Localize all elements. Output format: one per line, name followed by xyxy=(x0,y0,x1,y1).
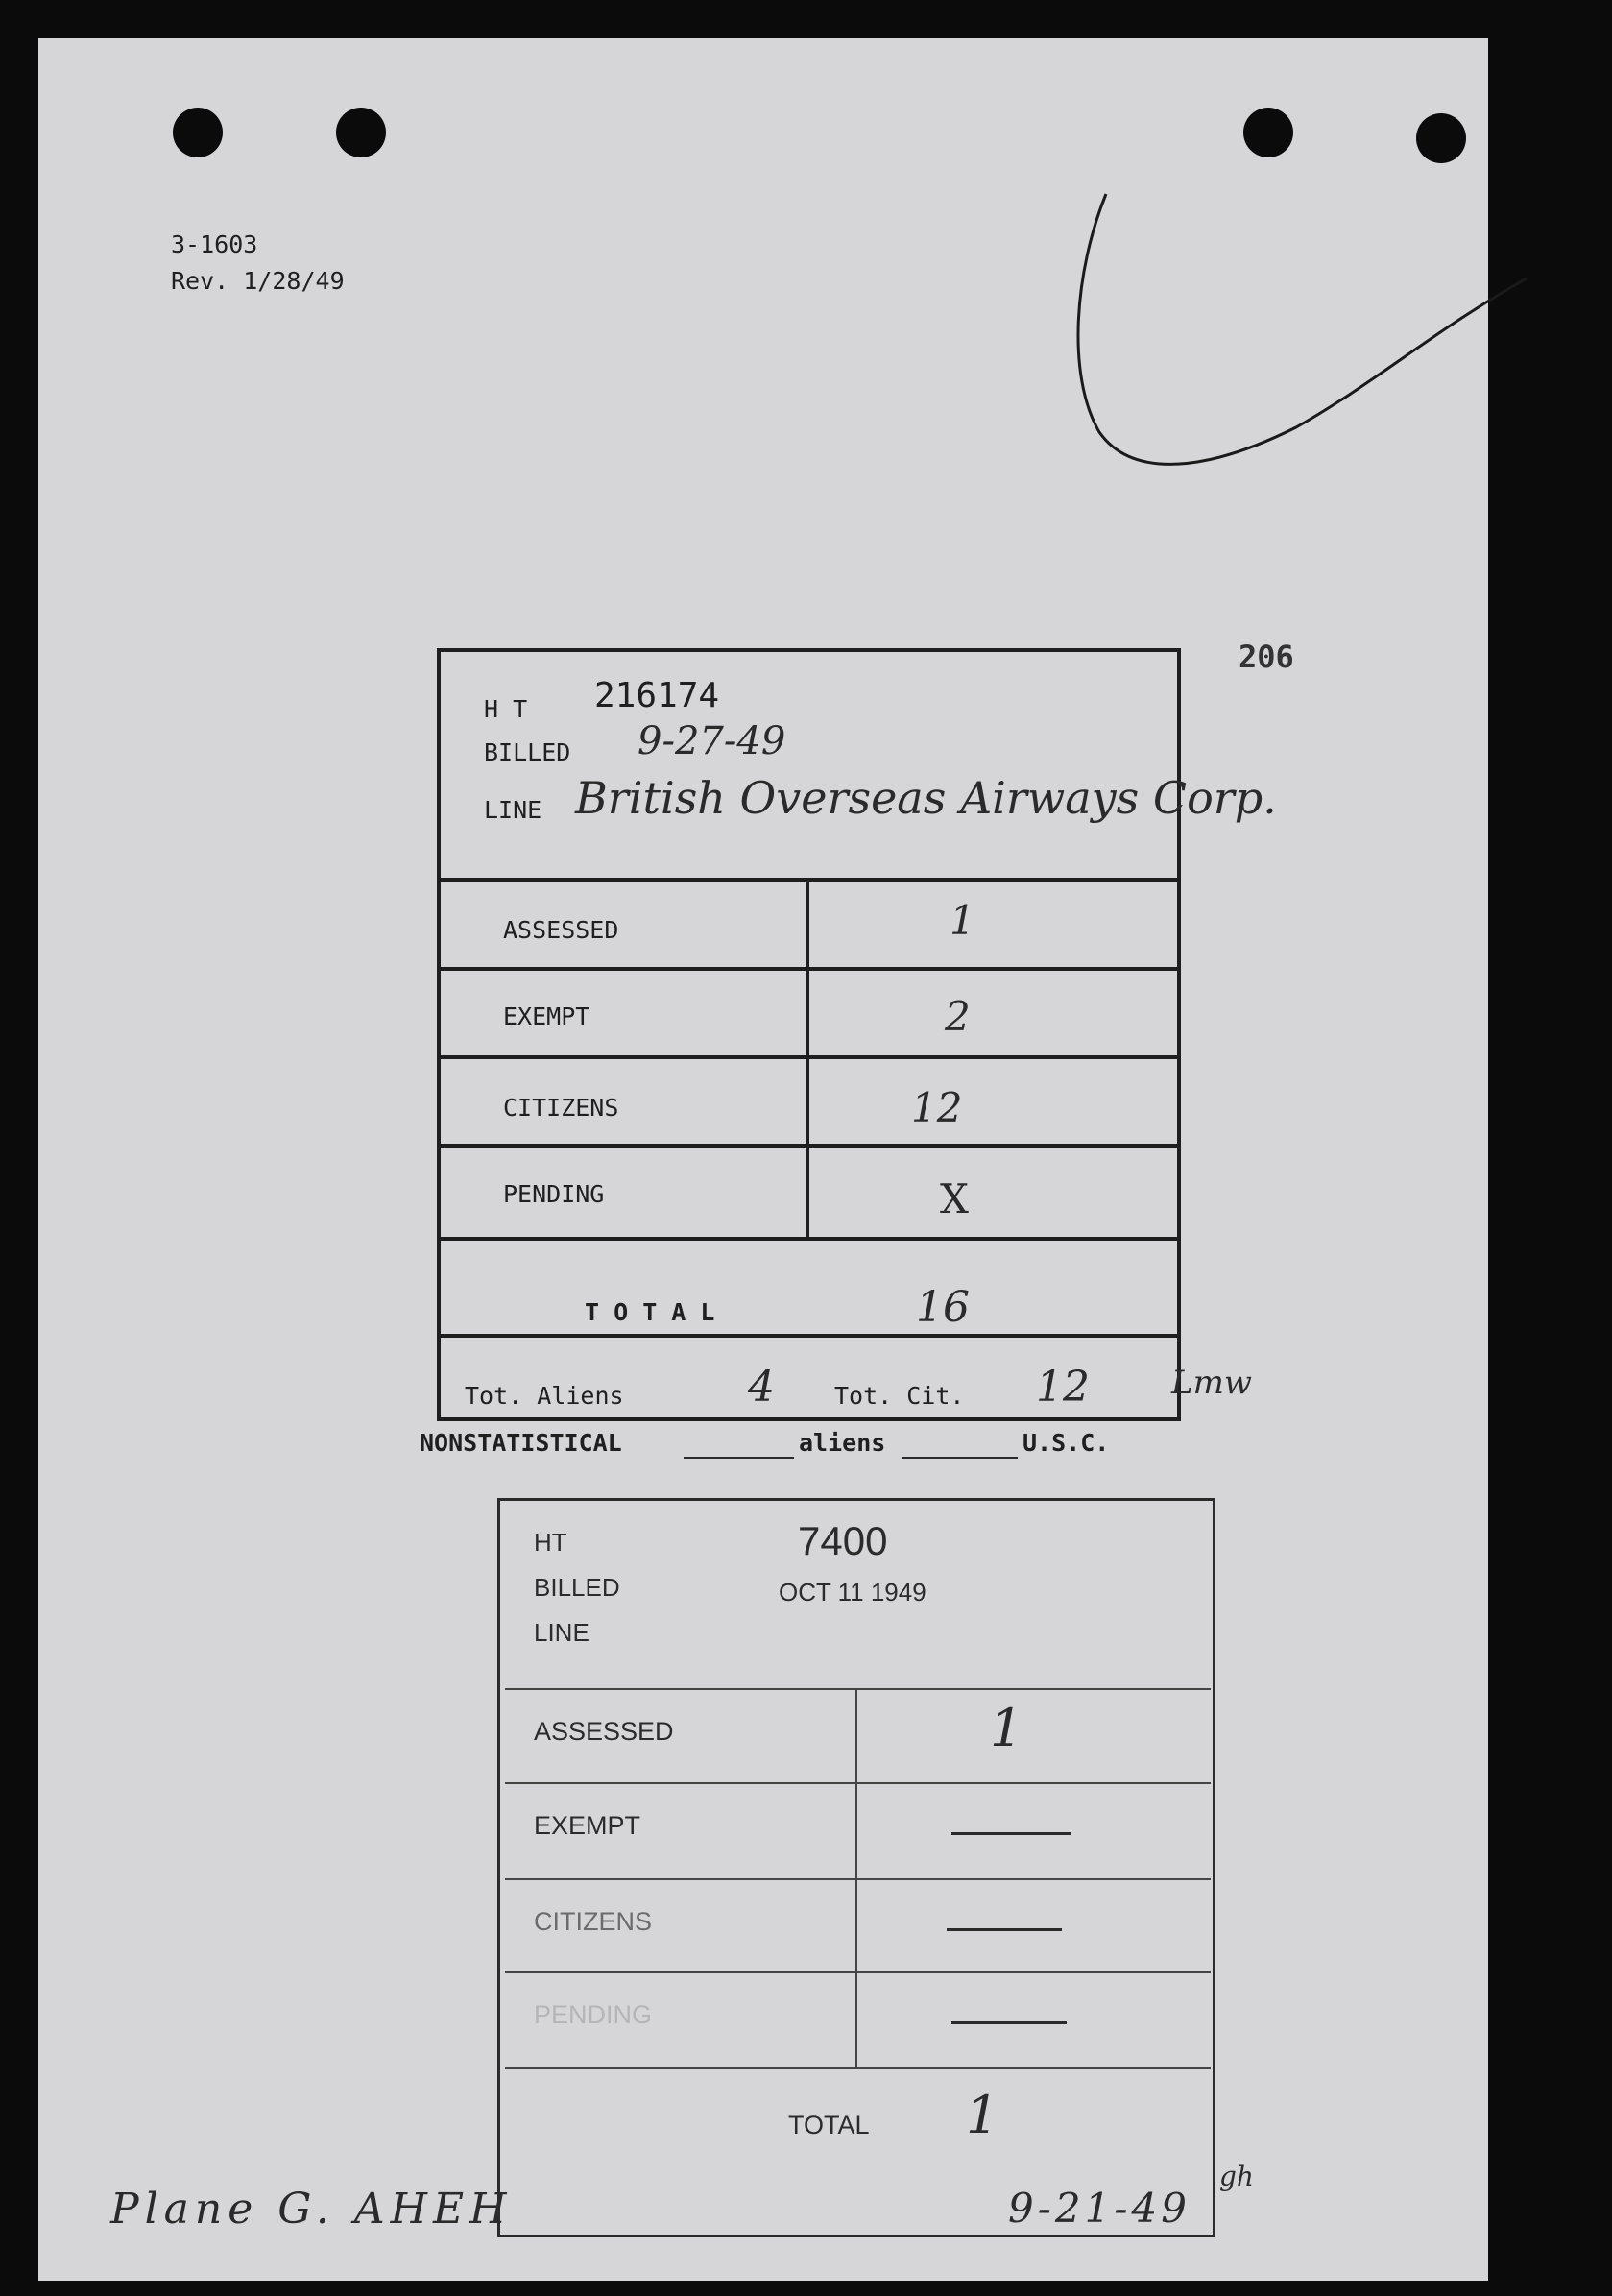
total-value-2: 1 xyxy=(966,2085,999,2145)
exempt-dash xyxy=(951,1832,1071,1835)
punch-hole-left-2 xyxy=(336,108,386,157)
citizens-dash xyxy=(947,1928,1062,1931)
divider xyxy=(441,1144,1177,1148)
pending-label: PENDING xyxy=(503,1180,605,1208)
punch-hole-left-1 xyxy=(173,108,223,157)
billed-label: BILLED xyxy=(484,738,571,766)
divider xyxy=(505,1971,1211,1973)
ht-number-2: 7400 xyxy=(798,1518,888,1563)
punch-hole-right-1 xyxy=(1243,108,1293,157)
ht-number: 216174 xyxy=(594,676,720,715)
assessed-value: 1 xyxy=(950,897,975,944)
divider xyxy=(441,967,1177,971)
assessed-label-2: ASSESSED xyxy=(534,1717,674,1746)
nonstat-aliens-blank xyxy=(684,1457,794,1459)
divider xyxy=(441,1055,1177,1059)
citizens-label: CITIZENS xyxy=(503,1094,619,1122)
pending-value: X xyxy=(940,1175,969,1222)
exempt-value: 2 xyxy=(945,993,971,1040)
billed-label-2: BILLED xyxy=(534,1573,620,1602)
line-label-2: LINE xyxy=(534,1618,589,1647)
form2-initials: gh xyxy=(1219,2161,1254,2192)
form-number: 3-1603 xyxy=(171,230,258,258)
assessed-label: ASSESSED xyxy=(503,916,619,944)
punch-hole-right-2 xyxy=(1416,113,1466,163)
footer-date: 9-21-49 xyxy=(1008,2185,1191,2232)
divider xyxy=(505,1782,1211,1784)
clerk-initials: Lmw xyxy=(1171,1364,1252,1402)
citizens-label-2: CITIZENS xyxy=(534,1907,653,1936)
divider xyxy=(505,1878,1211,1880)
total-label-2: TOTAL xyxy=(788,2111,870,2139)
billed-date-stamp: OCT 11 1949 xyxy=(779,1578,926,1607)
ht-label-2: HT xyxy=(534,1528,567,1557)
total-citizens-label: Tot. Cit. xyxy=(834,1382,965,1410)
divider xyxy=(505,2067,1211,2069)
page-number: 206 xyxy=(1239,639,1294,675)
citizens-value: 12 xyxy=(911,1084,963,1131)
total-value: 16 xyxy=(916,1283,970,1332)
nonstat-aliens-label: aliens xyxy=(799,1429,886,1457)
check-mark-icon xyxy=(1047,182,1527,528)
exempt-label-2: EXEMPT xyxy=(534,1811,641,1840)
nonstat-usc-blank xyxy=(902,1457,1018,1459)
document-page xyxy=(38,38,1488,2281)
billed-date: 9-27-49 xyxy=(638,719,786,763)
plane-note: Plane G. AHEH xyxy=(110,2185,513,2234)
line-label: LINE xyxy=(484,796,542,824)
ht-label: H T xyxy=(484,695,528,723)
total-aliens-label: Tot. Aliens xyxy=(465,1382,624,1410)
head-tax-form-2 xyxy=(497,1498,1215,2237)
column-divider xyxy=(806,878,809,1241)
nonstat-usc-label: U.S.C. xyxy=(1023,1429,1110,1457)
pending-dash xyxy=(951,2021,1067,2024)
divider xyxy=(441,1237,1177,1241)
total-label: T O T A L xyxy=(585,1298,715,1326)
total-citizens-value: 12 xyxy=(1036,1363,1090,1412)
total-aliens-value: 4 xyxy=(748,1363,775,1412)
revision-date: Rev. 1/28/49 xyxy=(171,267,345,295)
nonstatistical-label: NONSTATISTICAL xyxy=(420,1429,622,1457)
divider xyxy=(441,1334,1177,1338)
divider xyxy=(505,1688,1211,1690)
pending-label-2: PENDING xyxy=(534,2000,653,2029)
airline-name: British Overseas Airways Corp. xyxy=(575,772,1277,824)
exempt-label: EXEMPT xyxy=(503,1003,590,1030)
assessed-value-2: 1 xyxy=(990,1698,1023,1758)
